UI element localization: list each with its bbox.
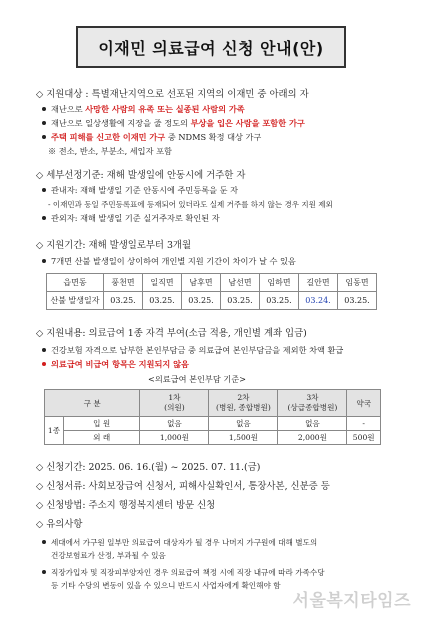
table-cell: 2,000원 [278, 431, 347, 445]
note-item-1-cont: 건강보험료가 산정, 부과될 수 있음 [51, 551, 166, 560]
table-cell: 03.25. [143, 292, 182, 310]
criteria-sub-note: - 이재민과 동일 주민등록표에 등재되어 있더라도 실제 거주를 하지 않는 경우 지원 제외 [48, 200, 333, 209]
table-cell: 없음 [278, 417, 347, 431]
table-row [45, 417, 381, 431]
watermark-logo: 서울복지타임즈 [292, 591, 411, 611]
bullet-icon [42, 540, 46, 544]
table-row-label: 외 래 [64, 431, 140, 445]
table-header-cell: 약국 [347, 390, 381, 417]
eligibility-note: ※ 전소, 반소, 부분소, 세입자 포함 [48, 146, 172, 156]
eligibility-item-1: 재난으로 사망한 사람의 유족 또는 실종된 사람의 가족 [42, 104, 245, 115]
bullet-icon [42, 570, 46, 574]
table-header-cell: 풍천면 [104, 274, 143, 292]
eligibility-item-2: 재난으로 일상생활에 지장을 줄 정도의 부상을 입은 사람을 포함한 가구 [42, 118, 305, 129]
application-documents: ◇ 신청서류: 사회보장급여 신청서, 피해사실확인서, 통장사본, 신분증 등 [36, 481, 330, 492]
table-header-row [47, 274, 377, 292]
page-title: 이재민 의료급여 신청 안내(안) [98, 38, 324, 58]
copay-table-caption: <의료급여 본인부담 기준> [148, 374, 247, 384]
table-header-cell: 2차 (병원, 종합병원) [209, 390, 278, 417]
section-criteria-heading: ◇ 세부선정기준: 재해 발생일에 안동시에 거주한 자 [36, 170, 246, 181]
copay-table [44, 389, 381, 445]
period-item-1: 7개면 산불 발생일이 상이하여 개인별 지원 기간이 차이가 날 수 있음 [42, 256, 296, 267]
table-header-cell: 길안면 [299, 274, 338, 292]
bullet-icon [42, 259, 46, 263]
table-group-label: 1종 [45, 417, 64, 445]
table-cell: 없음 [140, 417, 209, 431]
table-header-cell: 임하면 [260, 274, 299, 292]
bullet-icon [42, 362, 46, 366]
bullet-icon [42, 121, 46, 125]
title-box [76, 26, 346, 68]
table-header-cell: 남후면 [182, 274, 221, 292]
table-row [45, 431, 381, 445]
table-header-cell: 3차 (상급종합병원) [278, 390, 347, 417]
table-header-cell: 일직면 [143, 274, 182, 292]
table-cell: 03.25. [221, 292, 260, 310]
table-cell: 500원 [347, 431, 381, 445]
table-header-cell: 구 분 [45, 390, 140, 417]
table-cell: 1,500원 [209, 431, 278, 445]
application-method: ◇ 신청방법: 주소지 행정복지센터 방문 신청 [36, 500, 216, 511]
table-row-label: 산불 발생일자 [47, 292, 104, 310]
table-header-cell: 임동면 [338, 274, 377, 292]
table-cell: 없음 [209, 417, 278, 431]
benefits-item-1: 건강보험 자격으로 납부한 본인부담금 중 의료급여 본인부담금을 제외한 차액 환급 [42, 345, 343, 356]
bullet-icon [42, 135, 46, 139]
bullet-icon [42, 107, 46, 111]
bullet-icon [42, 216, 46, 220]
section-benefits-heading: ◇ 지원내용: 의료급여 1종 자격 부여(소급 적용, 개인별 계좌 입금) [36, 328, 307, 339]
section-eligibility-heading: ◇ 지원대상 : 특별재난지역으로 선포된 지역의 이재민 중 아래의 자 [36, 89, 309, 100]
table-row [47, 292, 377, 310]
criteria-item-nonresident: 관외자: 재해 발생일 기준 실거주자로 확인된 자 [42, 213, 220, 224]
table-cell: - [347, 417, 381, 431]
note-item-2: 직장가입자 및 직장피부양자인 경우 의료급여 책정 시에 직장 내규에 따라 가족수당 [42, 567, 325, 578]
benefits-item-2: 의료급여 비급여 항목은 지원되지 않음 [42, 359, 189, 370]
table-header-cell: 읍면동 [47, 274, 104, 292]
table-header-row [45, 390, 381, 417]
note-item-2-cont: 등 기타 수당의 변동이 있을 수 있으니 반드시 사업자에게 확인해야 함 [51, 581, 281, 590]
notes-heading: ◇ 유의사항 [36, 519, 83, 530]
table-header-cell: 1차 (의원) [140, 390, 209, 417]
criteria-item-resident: 관내자: 재해 발생일 기준 안동시에 주민등록을 둔 자 [42, 185, 238, 196]
table-cell: 03.25. [182, 292, 221, 310]
fire-dates-table [46, 273, 377, 310]
table-header-cell: 남선면 [221, 274, 260, 292]
application-period: ◇ 신청기간: 2025. 06. 16.(월) ~ 2025. 07. 11.(금) [36, 462, 261, 473]
eligibility-item-3: 주택 피해를 신고한 이재민 가구 중 NDMS 확정 대상 가구 [42, 132, 261, 143]
table-cell: 03.25. [338, 292, 377, 310]
note-item-1: 세대에서 가구원 일부만 의료급여 대상자가 될 경우 나머지 가구원에 대해 별도의 [42, 537, 317, 548]
section-period-heading: ◇ 지원기간: 재해 발생일로부터 3개월 [36, 240, 192, 251]
table-cell: 03.25. [260, 292, 299, 310]
bullet-icon [42, 348, 46, 352]
table-row-label: 입 원 [64, 417, 140, 431]
table-cell: 03.24. [299, 292, 338, 310]
table-cell: 03.25. [104, 292, 143, 310]
table-cell: 1,000원 [140, 431, 209, 445]
bullet-icon [42, 188, 46, 192]
